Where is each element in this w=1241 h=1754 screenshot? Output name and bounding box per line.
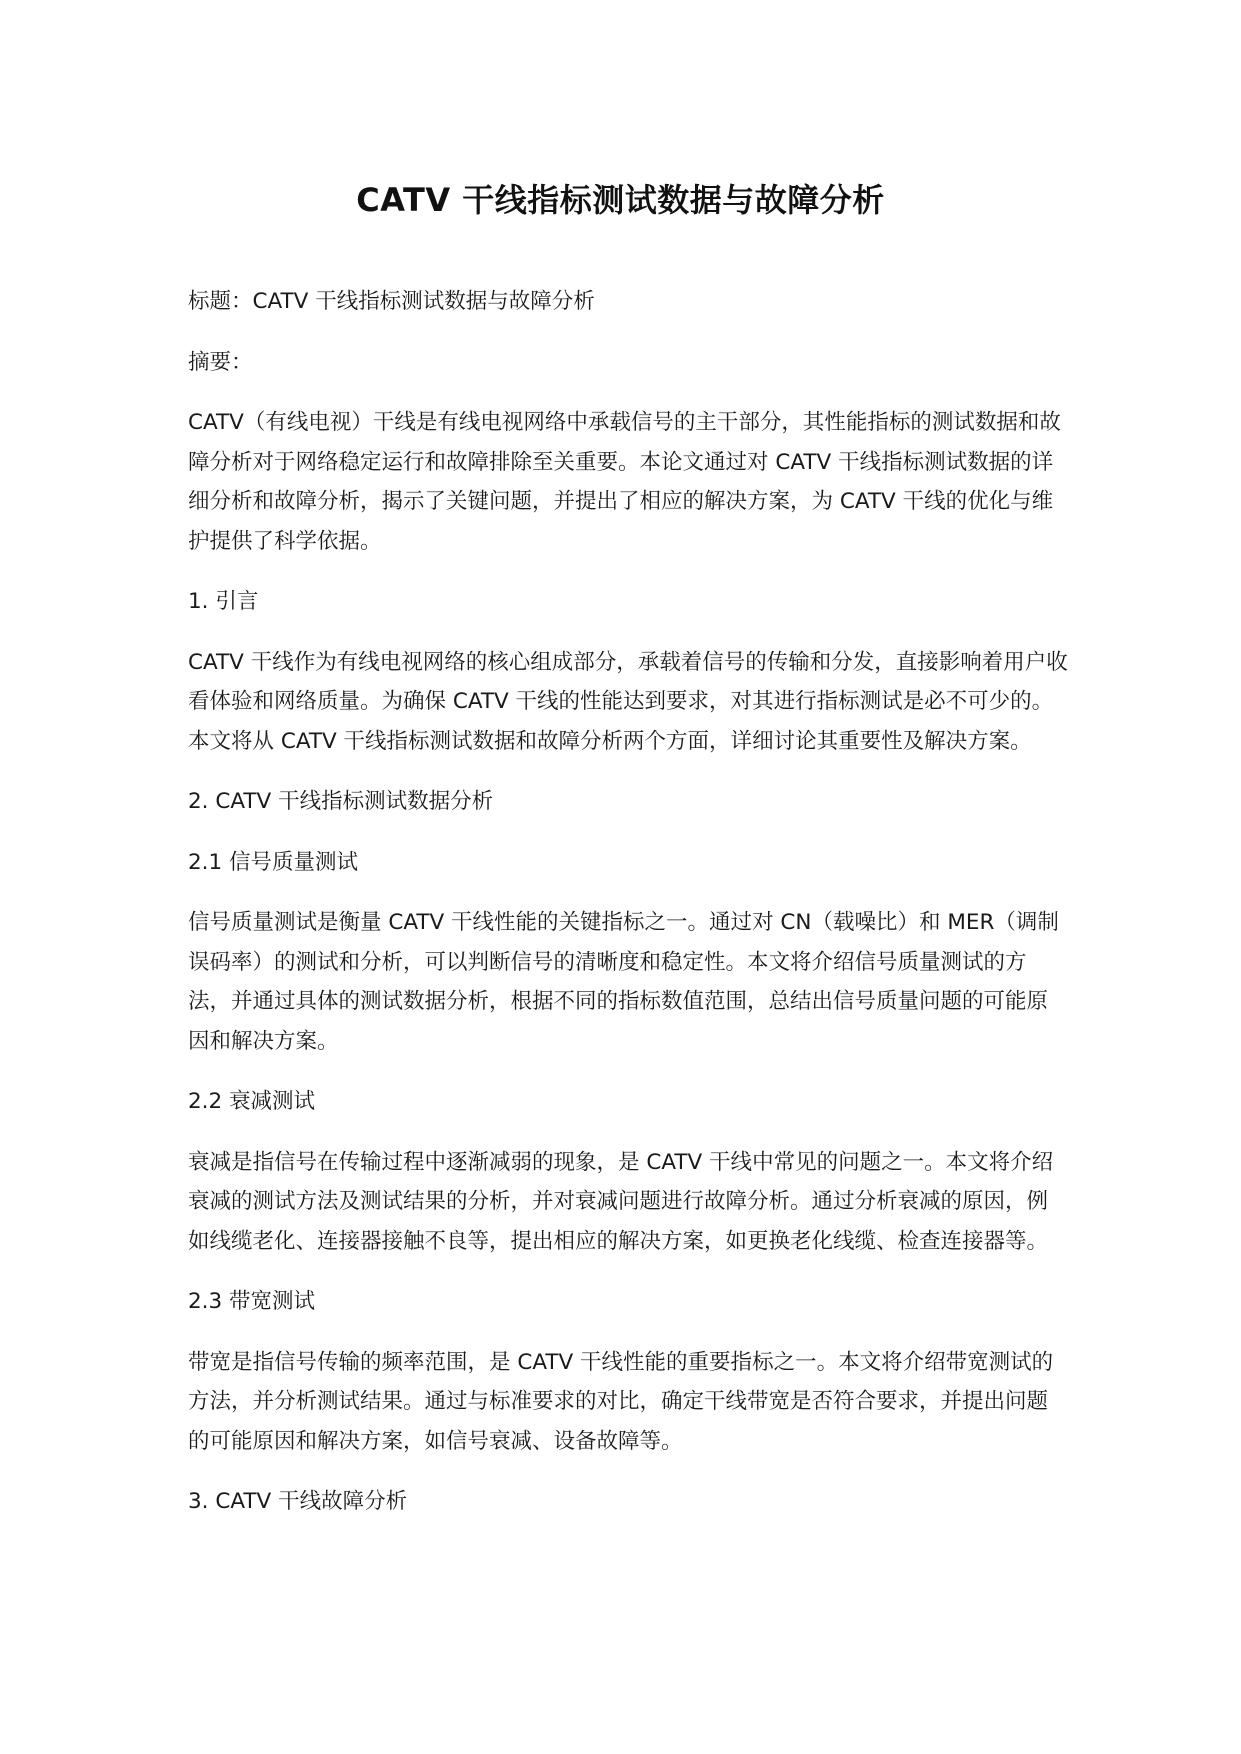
section-2-2-paragraph: 衰减是指信号在传输过程中逐渐减弱的现象，是 CATV 干线中常见的问题之一。本文将介绍衰减的测试方法及测试结果的分析，并对衰减问题进行故障分析。通过分析衰减的原因，例如线缆老化、连接器接触不良等，提出相应的解决方案，如更换老化线缆、检查连接器等。	[188, 1149, 1054, 1254]
section-2-1-paragraph: 信号质量测试是衡量 CATV 干线性能的关键指标之一。通过对 CN（载噪比）和 MER（调制误码率）的测试和分析，可以判断信号的清晰度和稳定性。本文将介绍信号质量测试的方法，并通过具体的测试数据分析，根据不同的指标数值范围，总结出信号质量问题的可能原因和解决方案。	[188, 910, 1059, 1054]
section-2-heading: 2. CATV 干线指标测试数据分析	[188, 789, 494, 814]
abstract-paragraph: CATV（有线电视）干线是有线电视网络中承载信号的主干部分，其性能指标的测试数据和故障分析对于网络稳定运行和故障排除至关重要。本论文通过对 CATV 干线指标测试数据的详细分析和故障分析，揭示了关键问题，并提出了相应的解决方案，为 CATV 干线的优化与维护提供了科学依据。	[188, 410, 1061, 554]
abstract-label: 摘要：	[188, 349, 253, 375]
section-1-heading: 1. 引言	[188, 589, 259, 614]
document-body	[188, 282, 1068, 1543]
document-title: CATV 干线指标测试数据与故障分析	[356, 181, 885, 219]
title-line: 标题：CATV 干线指标测试数据与故障分析	[188, 289, 595, 314]
section-3-heading: 3. CATV 干线故障分析	[188, 1489, 408, 1514]
section-2-3-paragraph: 带宽是指信号传输的频率范围，是 CATV 干线性能的重要指标之一。本文将介绍带宽测试的方法，并分析测试结果。通过与标准要求的对比，确定干线带宽是否符合要求，并提出问题的可能原因和解决方案，如信号衰减、设备故障等。	[188, 1349, 1054, 1454]
section-2-1-heading: 2.1 信号质量测试	[188, 849, 359, 875]
section-2-2-heading: 2.2 衰减测试	[188, 1089, 316, 1114]
section-2-3-heading: 2.3 带宽测试	[188, 1289, 316, 1314]
section-1-paragraph: CATV 干线作为有线电视网络的核心组成部分，承载着信号的传输和分发，直接影响着用户收看体验和网络质量。为确保 CATV 干线的性能达到要求，对其进行指标测试是必不可少的。本文将从 CATV 干线指标测试数据和故障分析两个方面，详细讨论其重要性及解决方案。	[188, 649, 1068, 754]
